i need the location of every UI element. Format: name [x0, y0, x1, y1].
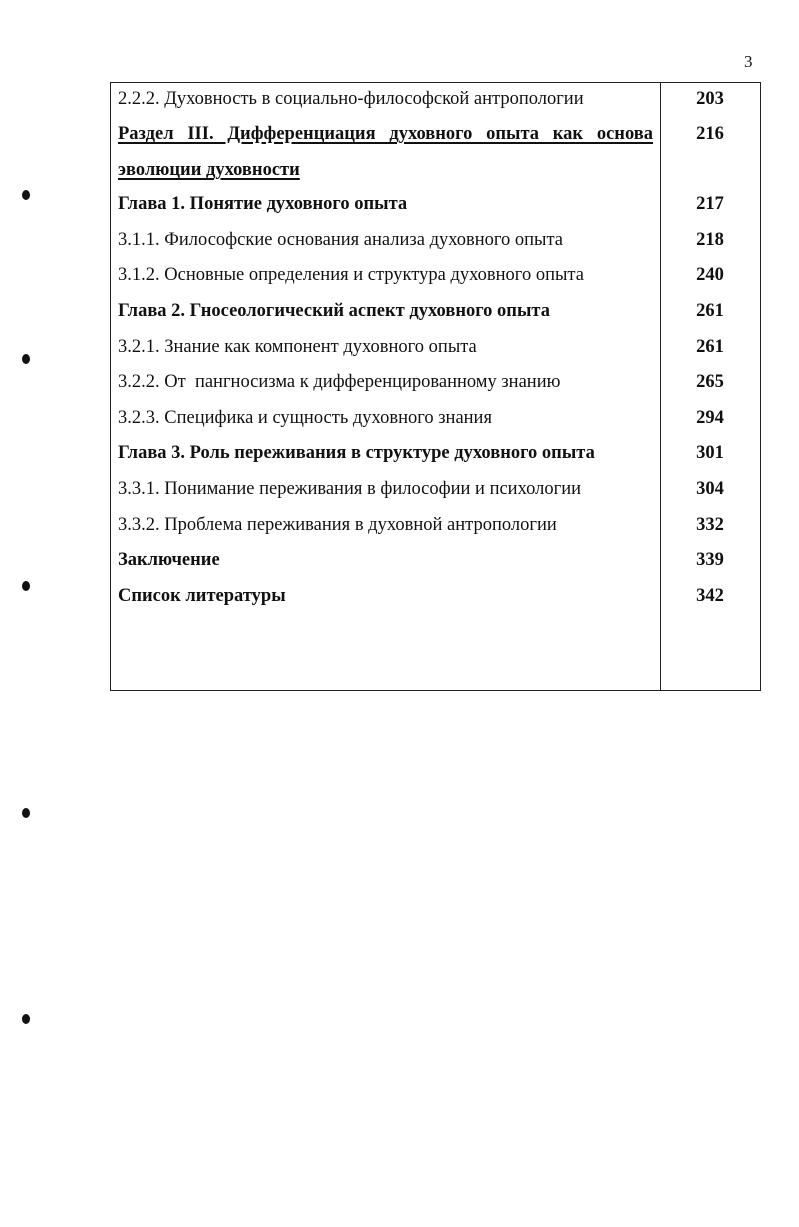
toc-chapter-title: Список литературы: [118, 586, 286, 606]
toc-entry-title: 3.2.3. Специфика и сущность духовного знания: [118, 408, 492, 428]
toc-entry-page: 332: [696, 515, 724, 535]
punch-hole-mark: [22, 581, 30, 591]
toc-row: [111, 545, 760, 575]
toc-section-title-block: [118, 119, 653, 185]
toc-row: [111, 367, 760, 397]
toc-entry-page: 261: [696, 301, 724, 321]
toc-row: [111, 225, 760, 255]
toc-entry-page: 203: [696, 89, 724, 109]
toc-entry-title: 3.3.2. Проблема переживания в духовной антропологии: [118, 515, 557, 535]
toc-entry-title: 3.2.2. От пангносизма к дифференцированному знанию: [118, 372, 561, 392]
toc-entry-page: 218: [696, 230, 724, 250]
toc-entry-title: 3.1.2. Основные определения и структура духовного опыта: [118, 265, 584, 285]
toc-row: [111, 260, 760, 290]
punch-hole-mark: [22, 1014, 30, 1024]
punch-hole-mark: [22, 190, 30, 200]
toc-row: [111, 510, 760, 540]
toc-entry-title: 3.3.1. Понимание переживания в философии и психологии: [118, 479, 582, 499]
toc-entry-page: 294: [696, 408, 724, 428]
punch-hole-mark: [22, 808, 30, 818]
toc-entry-page: 240: [696, 265, 724, 285]
toc-row: [111, 84, 760, 114]
toc-entry-page: 304: [696, 479, 724, 499]
toc-row: [111, 474, 760, 504]
toc-entry-page: 217: [696, 194, 724, 214]
toc-row: [111, 189, 760, 219]
toc-chapter-title: Заключение: [118, 550, 220, 570]
toc-entry-page: 339: [696, 550, 724, 570]
toc-section-title-line2: эволюции духовности: [118, 160, 300, 180]
table-of-contents: [110, 82, 761, 691]
toc-entry-page: 342: [696, 586, 724, 606]
punch-hole-mark: [22, 354, 30, 364]
page-number: 3: [744, 52, 753, 71]
toc-entry-title: 3.2.1. Знание как компонент духовного опыта: [118, 337, 477, 357]
toc-entry-title: 2.2.2. Духовность в социально-философской антропологии: [118, 89, 584, 109]
toc-chapter-title: Глава 2. Гносеологический аспект духовного опыта: [118, 301, 550, 321]
toc-entry-page: 265: [696, 372, 724, 392]
toc-entry-page: 261: [696, 337, 724, 357]
toc-entry-page: 301: [696, 443, 724, 463]
toc-row: [111, 438, 760, 468]
toc-entry-page: 216: [696, 124, 724, 144]
toc-section-title-line1: Раздел III. Дифференциация духовного опыта как основа: [118, 124, 653, 144]
toc-row: [111, 403, 760, 433]
toc-row: [111, 296, 760, 326]
toc-row: [111, 332, 760, 362]
toc-chapter-title: Глава 3. Роль переживания в структуре духовного опыта: [118, 443, 595, 463]
toc-entry-title: 3.1.1. Философские основания анализа духовного опыта: [118, 230, 564, 250]
toc-row: [111, 581, 760, 611]
toc-row-section: [111, 119, 760, 185]
toc-chapter-title: Глава 1. Понятие духовного опыта: [118, 194, 408, 214]
